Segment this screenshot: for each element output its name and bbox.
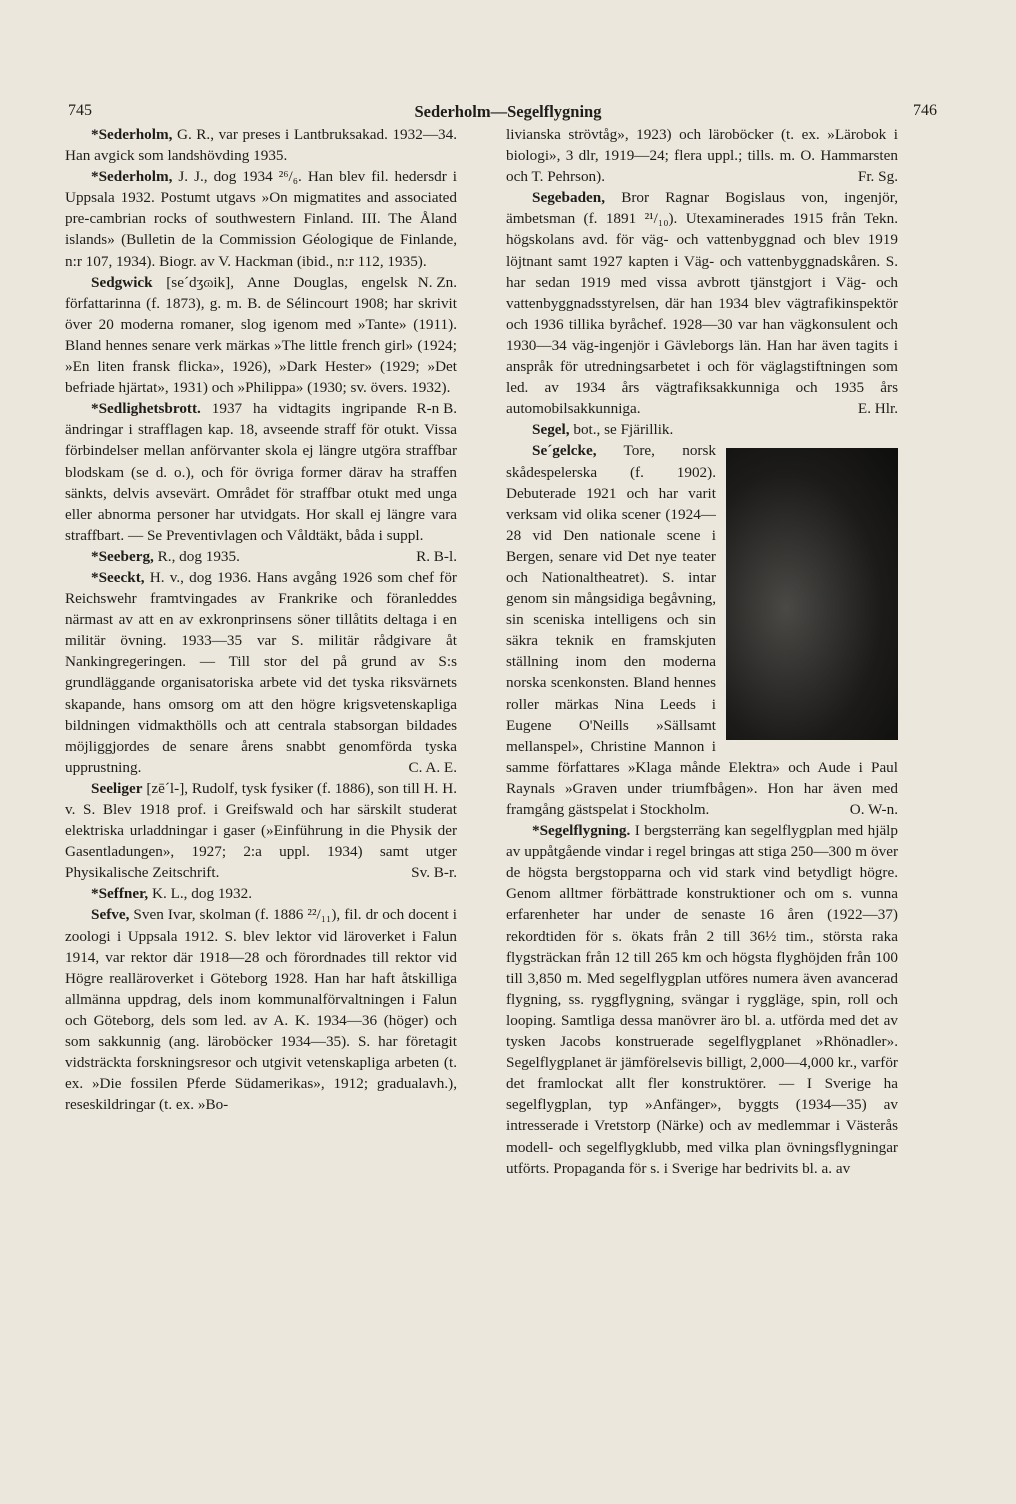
entry-headword: *Seeberg,: [91, 547, 154, 565]
entry-headword: Sedgwick: [91, 273, 153, 291]
author-signature: R-n B.: [416, 400, 457, 418]
entry-headword: *Seffner,: [91, 885, 149, 903]
entry-headword: *Sederholm,: [91, 168, 173, 186]
author-signature: C. A. E.: [408, 758, 457, 776]
entry-text: K. L., dog 1932.: [148, 885, 253, 903]
entry-text: [zē´l-], Rudolf, tysk fysiker (f. 1886), son till H. H. v. S. Blev 1918 prof. i Greifswald och har särskilt studerat elektriska urladdningar i gaser (»Einführung in die Physik der Gasentladungen», 1927; 2:a uppl. 1934) samt utger Physikalische Zeitschrift.: [65, 779, 457, 882]
entry-text: G. R., var preses i Lantbruksakad. 1932—34. Han avgick som landshövding 1935.: [65, 126, 457, 165]
author-signature: Sv. B-r.: [411, 864, 457, 882]
entry-sederholm-gr: [65, 124, 457, 166]
entry-text: livianska strövtåg», 1923) och läroböcker (t. ex. »Lärobok i biologi», 3 dlr, 1919—24; flera uppl.; tills. m. O. Hammarsten och T. Pehrson).: [506, 126, 898, 186]
page-number-right: 746: [913, 102, 937, 119]
entry-text: R., dog 1935.: [153, 547, 240, 565]
entry-segelflygning: [506, 820, 898, 1179]
entry-sefve: [65, 904, 457, 1115]
entry-headword: Segebaden,: [532, 189, 605, 207]
author-signature: O. W-n.: [849, 801, 898, 818]
entry-text: Tore, norsk skådespelerska (f. 1902). Debuterade 1921 och har varit verksam vid olika scener (1924—28 vid Den nationale scene i Bergen, senare vid Det nye teater och Nationaltheatret). S. intar genom sin mångsidiga begåvning, sin sceniska intelligens och sin säkra teknik en framskjuten ställning inom den moderna norska scenkonsten. Bland hennes roller märkas Nina Leeds i Eugene O'Neills »Sällsamt mellanspel», Christine Mannon i samme författares »Klaga månde Elektra» och Aude i Paul Raynals »Graven under triumfbågen». Hon har även med framgång gästspelat i Stockholm.: [506, 442, 898, 818]
entry-seeliger: [65, 778, 457, 883]
entry-seeberg: [65, 546, 457, 567]
entry-text: 1937 ha vidtagits ingripande ändringar i strafflagen kap. 18, avseende straff för otukt. Vissa förbindelser mellan anförvanter skola ej längre utgöra straffbar blodskam (se d. o.), och för övriga former därav ha straffen sänkts, delvis avsevärt. Området för straffbar otukt med unga eller abnorma personer har utvidgats. Hor skall ej längre vara straffbart. — Se Preventivlagen och Våldtäkt, båda i suppl.: [65, 400, 457, 544]
entry-segel: [506, 419, 898, 440]
entry-headword: Sefve,: [91, 906, 130, 924]
entry-sefve-continued: [506, 124, 898, 187]
entry-headword: *Sedlighetsbrott.: [91, 400, 201, 418]
entry-text: [se´dʒɷik], Anne Douglas, engelsk författarinna (f. 1873), g. m. B. de Sélincourt 1908; har skrivit över 20 moderna romaner, slog igenom med »Tante» (1911). Bland hennes senare verk märkas »The little french girl» (1924; »En liten fransk flicka», 1926), »Dark Hester» (1929; »Det befriade hjärtat», 1931) och »Philippa» (1930; sv. övers. 1932).: [65, 273, 457, 397]
entry-text: bot., se Fjärillik.: [569, 421, 674, 439]
author-signature: R. B-l.: [416, 547, 457, 565]
left-column: [65, 124, 457, 1115]
entry-headword: Seeliger: [91, 779, 143, 797]
author-signature: N. Zn.: [417, 273, 457, 291]
entry-text: I bergsterräng kan segelflygplan med hjälp av uppåtgående vindar i regel bringas att stiga 250—300 m över de högsta bergstopparna och vid stark vind betydligt högre. Genom alltmer förbättrade konstruktioner och om s. vunna erfarenheter har under de senaste 16 åren (1922—37) rekordtiden för s. ökats från 2 till 36½ tim., största raka flygsträckan från 12 till 265 km och högsta flyghöjden från 100 till 3,850 m. Med segelflygplan utföres numera även avancerad flygning, ss. ryggflygning, svängar i ryggläge, spin, roll och looping. Samtliga dessa manövrer äro bl. a. utförda med det av tysken Jacobs konstruerade segelflygplanet »Rhönadler». Segelflygplanet är jämförelsevis billigt, 2,000—4,000 kr., varför det framlockat allt fler konstruktörer. — I Sverige ha segelflygplan, typ »Anfänger», byggts (1934—35) av intresserade i Vretstorp (Närke) och av medlemmar i Västerås modell- och segelflygklubb, med vilka plan övningsflygningar utförts. Propaganda för s. i Sverige har bedrivits bl. a. av: [506, 822, 898, 1177]
entry-headword: *Sederholm,: [91, 126, 173, 143]
entry-headword: *Segelflygning.: [532, 822, 631, 840]
portrait-photo: [726, 448, 898, 740]
right-column: [506, 124, 898, 1179]
entry-seffner: [65, 883, 457, 904]
entry-headword: Se´gelcke,: [532, 442, 597, 460]
author-signature: Fr. Sg.: [857, 168, 898, 186]
page-number-left: 745: [68, 102, 92, 119]
entry-segebaden: [506, 187, 898, 419]
entry-text: J. J., dog 1934 ²⁶/₆. Han blev fil. hedersdr i Uppsala 1932. Postumt utgavs »On migmatites and associated pre-cambrian rocks of southwestern Finland. III. The Åland islands» (Bulletin de la Commission Géologique de Finlande, n:r 107, 1934). Biogr. av V. Hackman (ibid., n:r 112, 1935).: [65, 168, 457, 270]
entry-segelcke: [506, 440, 898, 820]
entry-text: Sven Ivar, skolman (f. 1886 ²²/₁₁), fil. dr och docent i zoologi i Uppsala 1912. S. blev lektor vid läroverket i Falun 1914, var rektor där 1918—28 och förordnades till rektor vid Högre realläroverket i Göteborg 1928. Han har haft åtskilliga allmänna uppdrag, dels inom kommunalförvaltningen i Falun och Göteborg, dels som led. av A. K. 1934—36 (höger) och som sakkunnig (ang. läroböcker 1934—35). S. har företagit vidsträckta forskningsresor och utgivit vetenskapliga arbeten (t. ex. »Die fossilen Pferde Südamerikas», 1912; gradualavh.), reseskildringar (t. ex. »Bo-: [65, 906, 457, 1114]
entry-headword: *Seeckt,: [91, 568, 145, 586]
entry-headword: Segel,: [532, 421, 570, 439]
entry-text: Bror Ragnar Bogislaus von, ingenjör, ämbetsman (f. 1891 ²¹/₁₀). Utexaminerades 1915 från Tekn. högskolans avd. för väg- och vattenbyggnad och blev 1919 löjtnant samt 1927 kapten i Väg- och vattenbyggnadskåren. S. har sedan 1919 med vissa avbrott tjänstgjort i Väg- och vattenbyggnadsstyrelsen, där han 1934 blev vägtrafikinspektör och 1936 tillika byråchef. 1928—30 var han vägkonsulent och 1930—34 väg-ingenjör i Gävleborgs län. Han har även tagits i anspråk för utredningsarbetet i och för väglagstiftningen som led. av 1934 års vägtrafiksakkunniga och 1935 års automobilsakkunniga.: [506, 189, 898, 418]
running-header: Sederholm—Segelflygning: [414, 102, 602, 121]
entry-text: H. v., dog 1936. Hans avgång 1926 som chef för Reichswehr framtvingades av Frankrike och föranleddes närmast av att en av exkronprinsens söner tillåtits deltaga i en militär övning. 1933—35 var S. militär rådgivare åt Nankingregeringen. — Till stor del på grund av S:s grundläggande organisatoriska arbete vid det tyska riksvärnets skapande, hans omsorg om att den högre krigsvetenskapliga bildningen vidmakthölls och att centrala stabsorgan bildades möjliggjordes de senare årens snabbt genomförda tyska upprustning.: [65, 568, 457, 776]
author-signature: E. Hlr.: [857, 400, 898, 418]
entry-seeckt: [65, 567, 457, 778]
